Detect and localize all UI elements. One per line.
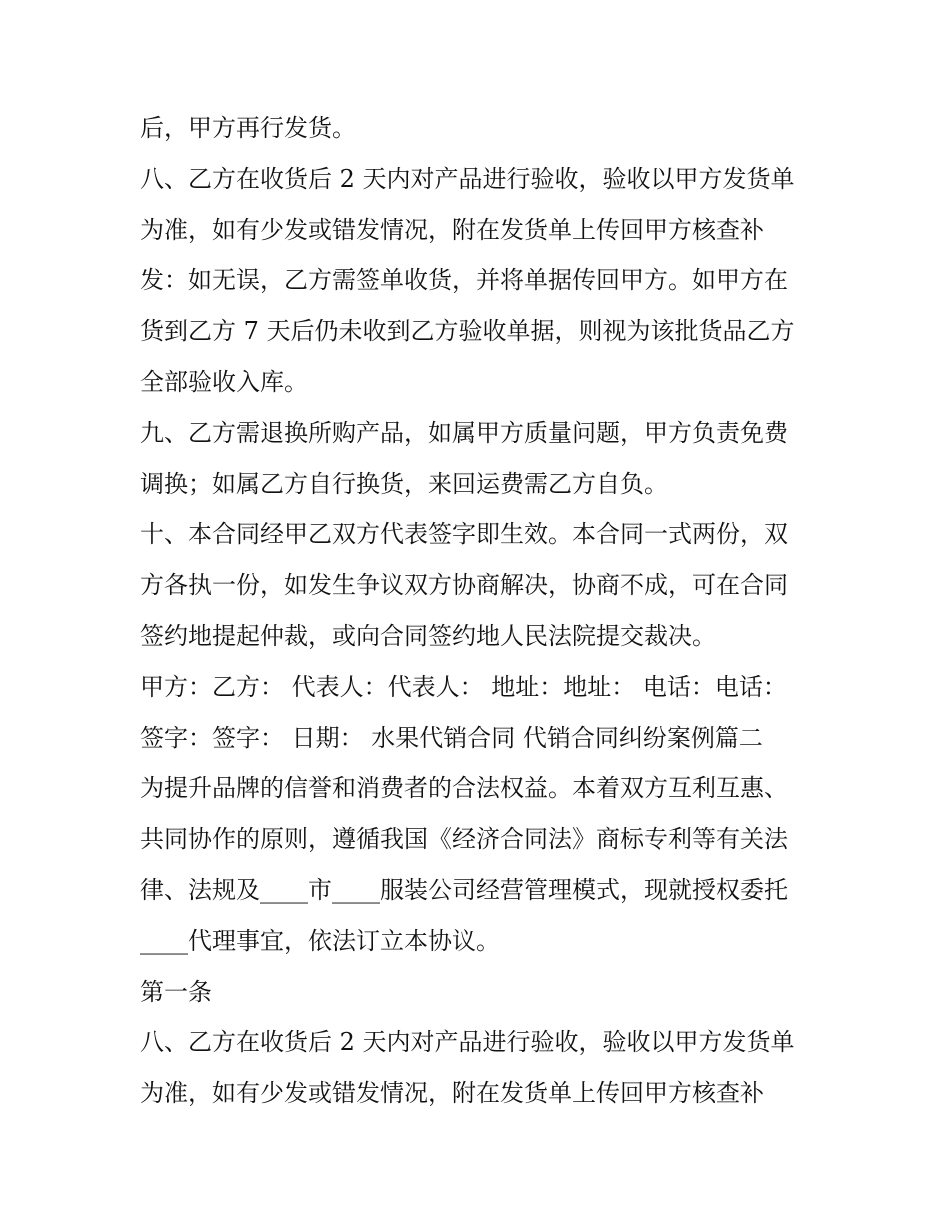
text-line: 发：如无误，乙方需签单收货，并将单据传回甲方。如甲方在 — [140, 266, 788, 295]
text-line: ____代理事宜，依法订立本协议。 — [140, 926, 500, 955]
text-line: 签约地提起仲裁，或向合同签约地人民法院提交裁决。 — [140, 621, 716, 650]
signature-fields-line: 签字：签字： 日期： 水果代销合同 代销合同纠纷案例篇二 — [140, 723, 763, 752]
text-line: 方各执一份，如发生争议双方协商解决，协商不成，可在合同 — [140, 571, 788, 600]
text-line: 后，甲方再行发货。 — [140, 114, 356, 142]
text-line: 调换；如属乙方自行换货，来回运费需乙方自负。 — [140, 469, 668, 498]
text-line: 货到乙方 7 天后仍未收到乙方验收单据，则视为该批货品乙方 — [140, 317, 795, 346]
contract-text — [140, 103, 820, 1119]
text-line: 共同协作的原则，遵循我国《经济合同法》商标专利等有关法 — [140, 825, 788, 854]
text-line: 十、本合同经甲乙双方代表签字即生效。本合同一式两份，双 — [140, 520, 788, 549]
text-line: 为准，如有少发或错发情况，附在发货单上传回甲方核查补 — [140, 1079, 764, 1108]
text-line: 全部验收入库。 — [140, 367, 308, 396]
text-line: 为提升品牌的信誉和消费者的合法权益。本着双方互利互惠、 — [140, 774, 788, 803]
text-line: 律、法规及____市____服装公司经营管理模式，现就授权委托 — [140, 875, 788, 904]
section-heading: 第一条 — [140, 977, 212, 1006]
text-line: 为准，如有少发或错发情况，附在发货单上传回甲方核查补 — [140, 215, 764, 244]
text-line: 八、乙方在收货后 2 天内对产品进行验收，验收以甲方发货单 — [140, 1028, 795, 1057]
text-line: 八、乙方在收货后 2 天内对产品进行验收，验收以甲方发货单 — [140, 164, 795, 193]
text-line: 九、乙方需退换所购产品，如属甲方质量问题，甲方负责免费 — [140, 418, 788, 447]
signature-fields-line: 甲方：乙方： 代表人：代表人： 地址：地址： 电话：电话： — [140, 672, 787, 701]
